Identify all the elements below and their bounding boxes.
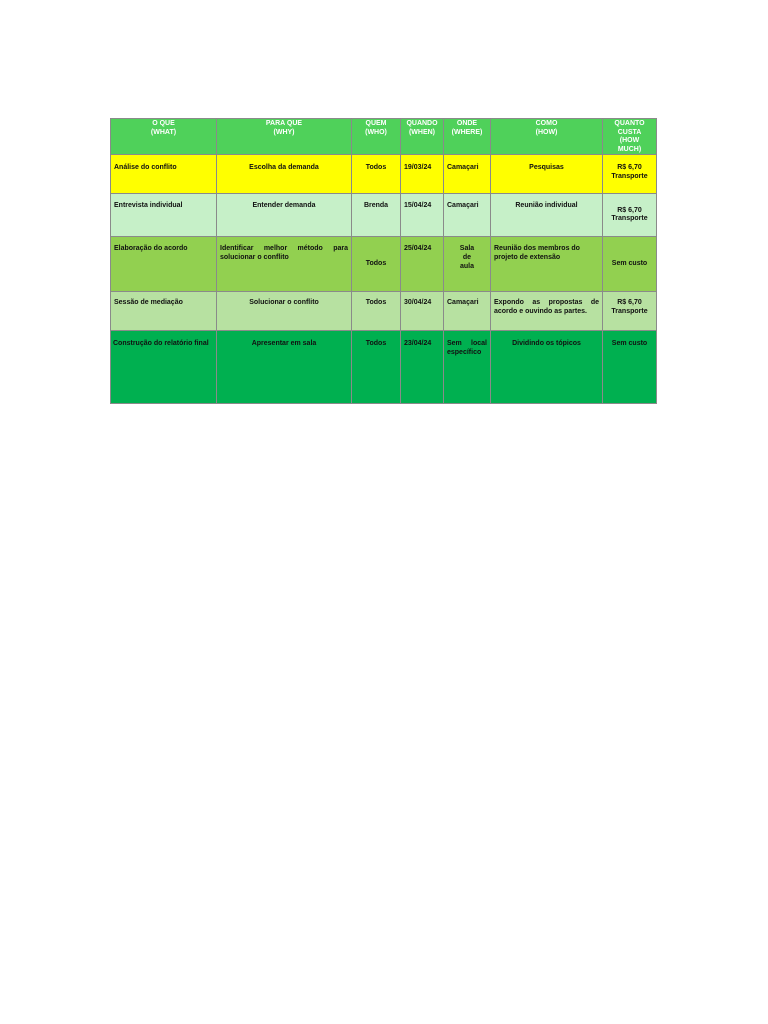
table-row bbox=[111, 331, 657, 404]
cell-why: Escolha da demanda bbox=[217, 155, 352, 194]
cell-how-much: Sem custo bbox=[603, 331, 657, 404]
cell-why: Apresentar em sala bbox=[217, 331, 352, 404]
header-what: O QUE (WHAT) bbox=[111, 119, 217, 155]
cell-when: 30/04/24 bbox=[401, 292, 444, 331]
header-who: QUEM (WHO) bbox=[352, 119, 401, 155]
header-row bbox=[111, 119, 657, 155]
header-how: COMO (HOW) bbox=[491, 119, 603, 155]
cell-where: Camaçari bbox=[444, 292, 491, 331]
cell-who: Brenda bbox=[352, 194, 401, 237]
cell-why: Entender demanda bbox=[217, 194, 352, 237]
cell-how: Pesquisas bbox=[491, 155, 603, 194]
header-when: QUANDO (WHEN) bbox=[401, 119, 444, 155]
cell-when: 19/03/24 bbox=[401, 155, 444, 194]
cell-what: Elaboração do acordo bbox=[111, 237, 217, 292]
cell-how: Expondo as propostas de acordo e ouvindo as partes. bbox=[491, 292, 603, 331]
header-why: PARA QUE (WHY) bbox=[217, 119, 352, 155]
cell-who: Todos bbox=[352, 155, 401, 194]
table-row bbox=[111, 194, 657, 237]
cell-how: Reunião individual bbox=[491, 194, 603, 237]
cell-where: Camaçari bbox=[444, 194, 491, 237]
cell-who: Todos bbox=[352, 292, 401, 331]
cell-how: Dividindo os tópicos bbox=[491, 331, 603, 404]
header-where: ONDE (WHERE) bbox=[444, 119, 491, 155]
table-row bbox=[111, 292, 657, 331]
cell-who: Todos bbox=[352, 331, 401, 404]
cell-why: Solucionar o conflito bbox=[217, 292, 352, 331]
cell-how-much: R$ 6,70 Transporte bbox=[603, 292, 657, 331]
cell-when: 25/04/24 bbox=[401, 237, 444, 292]
cell-what: Entrevista individual bbox=[111, 194, 217, 237]
table-row bbox=[111, 237, 657, 292]
cell-how: Reunião dos membros do projeto de extensão bbox=[491, 237, 603, 292]
cell-what: Sessão de mediação bbox=[111, 292, 217, 331]
header-how-much: QUANTO CUSTA (HOW MUCH) bbox=[603, 119, 657, 155]
cell-what: Análise do conflito bbox=[111, 155, 217, 194]
cell-why: Identificar melhor método para solucionar o conflito bbox=[217, 237, 352, 292]
cell-when: 23/04/24 bbox=[401, 331, 444, 404]
cell-how-much: R$ 6,70 Transporte bbox=[603, 194, 657, 237]
cell-where: Sem local específico bbox=[444, 331, 491, 404]
cell-where: Sala de aula bbox=[444, 237, 491, 292]
table-row bbox=[111, 155, 657, 194]
cell-what: Construção do relatório final bbox=[111, 331, 217, 404]
5w2h-action-plan-table bbox=[110, 118, 657, 404]
cell-how-much: Sem custo bbox=[603, 237, 657, 292]
cell-when: 15/04/24 bbox=[401, 194, 444, 237]
cell-where: Camaçari bbox=[444, 155, 491, 194]
cell-how-much: R$ 6,70 Transporte bbox=[603, 155, 657, 194]
cell-who: Todos bbox=[352, 237, 401, 292]
